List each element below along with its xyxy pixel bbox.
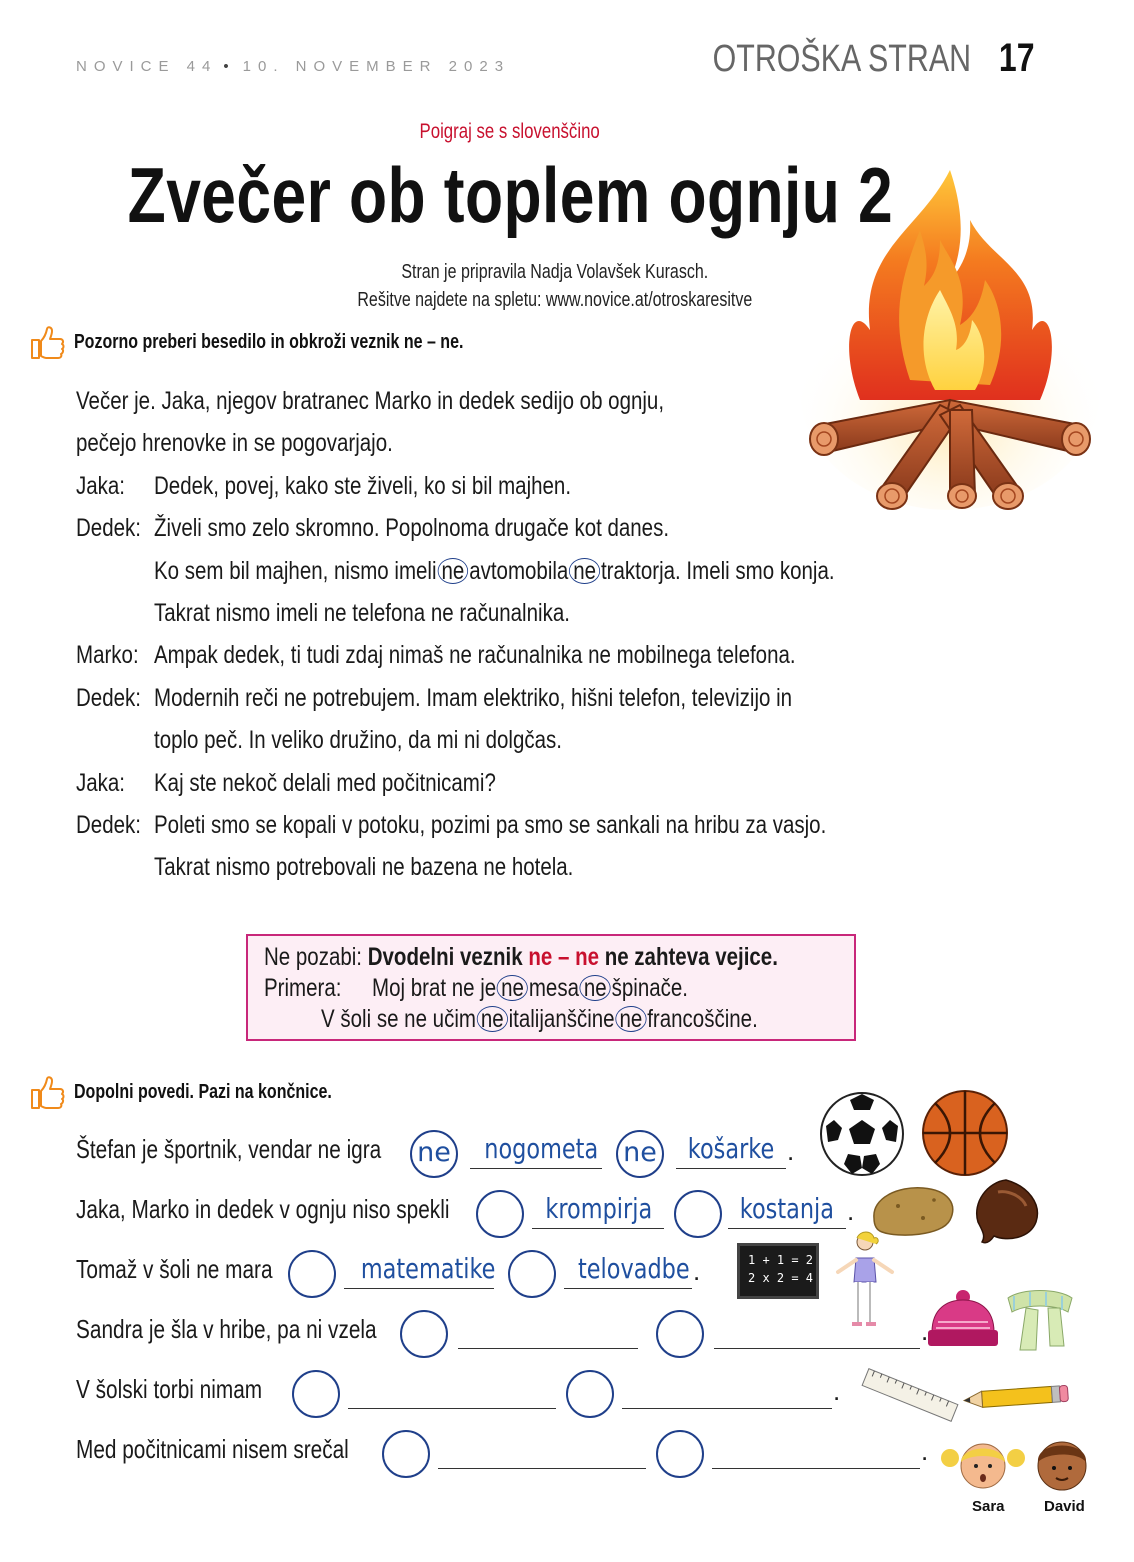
answer-ring[interactable] <box>656 1310 704 1358</box>
exercise-prompt: Med počitnicami nisem srečal <box>76 1434 349 1464</box>
answer-blank[interactable] <box>348 1372 556 1409</box>
dialogue-text: Modernih reči ne potrebujem. Imam elektriko, hišni telefon, televizijo in <box>154 683 793 712</box>
exercise-prompt: Tomaž v šoli ne mara <box>76 1254 273 1284</box>
dialogue-text[interactable]: Ampak dedek, ti tudi zdaj nimaš ne računalnika ne mobilnega telefona. <box>154 641 796 670</box>
answer-ring[interactable]: ne <box>616 1130 664 1178</box>
girl-avatar <box>940 1436 1026 1492</box>
blackboard-line: 1 + 1 = 2 <box>748 1253 814 1267</box>
answer-blank[interactable] <box>712 1432 920 1469</box>
answer-blank[interactable]: telovadbe <box>564 1252 692 1289</box>
circled-conjunction: ne <box>580 975 611 1001</box>
kicker: Poigraj se s slovenščino <box>419 120 601 143</box>
speaker: Jaka: <box>76 768 126 797</box>
thumbs-up-icon <box>28 1072 68 1112</box>
answer-blank[interactable]: košarke <box>676 1132 786 1169</box>
dialogue-text: Živeli smo zelo skromno. Popolnoma drugače kot danes. <box>154 514 670 543</box>
soccer-ball-icon <box>818 1090 906 1178</box>
publication-date: 10. NOVEMBER 2023 <box>242 58 511 75</box>
speaker: Marko: <box>76 641 139 670</box>
speaker: Dedek: <box>76 811 141 840</box>
answer-blank[interactable]: kostanja <box>728 1192 846 1229</box>
thumbs-up-icon <box>28 322 68 362</box>
example-sentence: V šoli se ne učim ne italijanščine ne francoščine. <box>321 1005 759 1033</box>
dialogue-line <box>76 762 936 804</box>
chestnut-icon <box>968 1176 1044 1246</box>
dialogue-text: Ko sem bil majhen, nismo imeli ne avtomobila ne traktorja. Imeli smo konja. <box>154 556 835 585</box>
dialogue-text[interactable]: Takrat nismo imeli ne telefona ne računalnika. <box>154 599 570 628</box>
answer-ring[interactable] <box>476 1190 524 1238</box>
circled-conjunction[interactable]: ne <box>437 558 468 584</box>
circled-conjunction: ne <box>497 975 528 1001</box>
dialogue-line <box>76 507 936 549</box>
dialogue-text: Dedek, povej, kako ste živeli, ko si bil majhen. <box>154 471 572 500</box>
blackboard-icon <box>737 1243 819 1299</box>
dialogue-line <box>76 592 936 634</box>
sentence-end: . <box>833 1376 841 1406</box>
answer-ring[interactable] <box>656 1430 704 1478</box>
exercise-prompt: V šolski torbi nimam <box>76 1374 263 1404</box>
sentence-end: . <box>787 1136 795 1166</box>
dialogue-line <box>76 550 936 592</box>
girl-name: Sara <box>972 1498 1005 1515</box>
dialogue-line <box>76 846 936 888</box>
answer-ring[interactable] <box>400 1310 448 1358</box>
answer-ring[interactable] <box>674 1190 722 1238</box>
speaker: Dedek: <box>76 514 141 543</box>
story-intro: Večer je. Jaka, njegov bratranec Marko in dedek sedijo ob ognju, <box>76 387 665 415</box>
exercise-prompt: Sandra je šla v hribe, pa ni vzela <box>76 1314 377 1344</box>
ruler-icon <box>858 1368 962 1422</box>
sentence-end: . <box>847 1196 855 1226</box>
winter-hat-icon <box>924 1288 1002 1350</box>
dialogue-text[interactable]: Takrat nismo potrebovali ne bazena ne hotela. <box>154 853 574 882</box>
dialogue-line <box>76 677 936 719</box>
answer-blank[interactable] <box>438 1432 646 1469</box>
dialogue-text: Poleti smo se kopali v potoku, pozimi pa smo se sankali na hribu za vasjo. <box>154 811 827 840</box>
note-label: Ne pozabi: <box>264 943 363 971</box>
circled-conjunction: ne <box>477 1006 508 1032</box>
header-separator: • <box>223 58 229 75</box>
dialogue-line <box>76 634 936 676</box>
speaker: Jaka: <box>76 471 126 500</box>
dialogue-line <box>76 804 936 846</box>
story-text <box>76 380 936 889</box>
circled-conjunction[interactable]: ne <box>569 558 600 584</box>
answer-blank[interactable]: matematike <box>344 1252 494 1289</box>
circled-conjunction: ne <box>616 1006 647 1032</box>
page-number: 17 <box>998 36 1034 80</box>
answer-blank[interactable] <box>458 1312 638 1349</box>
answer-ring[interactable]: ne <box>410 1130 458 1178</box>
note-label: Primera: <box>264 974 342 1002</box>
boy-name: David <box>1044 1498 1085 1515</box>
answer-blank[interactable]: nogometa <box>470 1132 602 1169</box>
example-sentence: Moj brat ne je ne mesa ne špinače. <box>372 974 688 1002</box>
page-title: Zvečer ob toplem ognju 2 <box>127 151 893 239</box>
dialogue-line <box>76 719 936 761</box>
answer-ring[interactable] <box>382 1430 430 1478</box>
credit-solutions: Rešitve najdete na spletu: www.novice.at/otroskaresitve <box>357 289 753 311</box>
exercise-prompt: Jaka, Marko in dedek v ognju niso spekli <box>76 1194 450 1224</box>
answer-blank[interactable]: krompirja <box>532 1192 664 1229</box>
dialogue-text: Kaj ste nekoč delali med počitnicami? <box>154 768 496 797</box>
sentence-end: . <box>921 1316 929 1346</box>
answer-ring[interactable] <box>566 1370 614 1418</box>
header-right <box>634 36 1034 81</box>
section-title: OTROŠKA STRAN <box>713 38 972 80</box>
answer-ring[interactable] <box>508 1250 556 1298</box>
dialogue-line <box>76 465 936 507</box>
blackboard-line: 2 x 2 = 4 <box>748 1271 814 1285</box>
dialogue-text: toplo peč. In veliko družino, da mi ni dolgčas. <box>154 726 562 755</box>
speaker: Dedek: <box>76 683 141 712</box>
reminder-box: Ne pozabi: Dvodelni veznik ne – ne ne zahteva vejice. Primera: Moj brat ne je ne mesa ne špinače. V šoli se ne učim ne italijanščine ne francoščine. <box>246 934 856 1041</box>
story-intro: pečejo hrenovke in se pogovarjajo. <box>76 429 393 458</box>
answer-blank[interactable] <box>622 1372 832 1409</box>
answer-ring[interactable] <box>288 1250 336 1298</box>
sentence-end: . <box>921 1436 929 1466</box>
gymnast-icon <box>832 1228 896 1328</box>
boy-avatar <box>1030 1430 1094 1494</box>
credit-author: Stran je pripravila Nadja Volavšek Kurasch. <box>401 261 709 283</box>
task2-instruction: Dopolni povedi. Pazi na končnice. <box>28 1072 396 1112</box>
header-left <box>76 58 510 75</box>
pencil-icon <box>960 1380 1070 1414</box>
task1-instruction: Pozorno preberi besedilo in obkroži veznik ne – ne. <box>28 322 561 362</box>
scarf-icon <box>1002 1284 1078 1354</box>
basketball-icon <box>920 1088 1010 1178</box>
exercise-prompt: Štefan je športnik, vendar ne igra <box>76 1134 382 1164</box>
publication-name: NOVICE 44 <box>76 58 218 75</box>
answer-ring[interactable] <box>292 1370 340 1418</box>
sentence-end: . <box>693 1256 701 1286</box>
